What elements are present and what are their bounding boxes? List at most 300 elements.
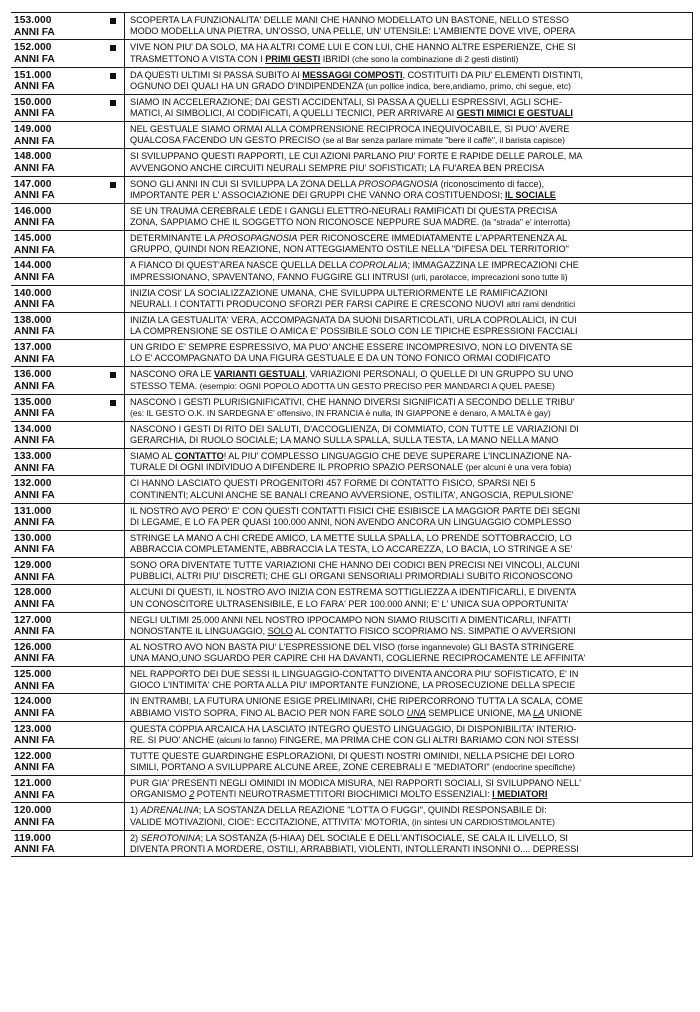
square-bullet-icon [110,182,116,188]
text-segment: PUR GIA' PRESENTI NEGLI OMINIDI IN MODICA MISURA, NEI RAPPORTI SOCIALI, SI SVILUPPANO NELL' [130,778,581,788]
text-segment: QUALCOSA FACENDO UN GESTO PRECISO [130,135,323,146]
text-line [130,653,688,664]
text-line [130,179,688,190]
highlighted-term: VARIANTI GESTUALI [214,369,305,380]
text-segment: SONO GLI ANNI IN CUI SI SVILUPPA LA ZONA DELLA [130,178,359,189]
text-segment: NEL GESTUALE SIAMO ORMAI ALLA COMPRENSIONE RECIPROCA INEQUIVOCABILE, SI PUO' AVERE [130,124,570,134]
text-line [130,435,688,446]
description-cell [124,776,693,802]
text-line [130,642,688,653]
table-row [11,121,693,148]
description-cell [124,95,693,121]
text-line [130,490,688,501]
description-cell [124,204,693,230]
year-label: 121.000 [14,778,52,789]
table-row [11,475,693,502]
table-row [11,721,693,748]
text-segment: CI HANNO LASCIATO QUESTI PROGENITORI 457 FORME DI CONTATTO FISICO, SPARSI NEI 5 [130,478,536,489]
text-segment: ABBIAMO VISTO SOPRA, FINO AL BACIO PER NON FARE SOLO [130,707,407,718]
unit-label: ANNI FA [14,326,55,338]
text-segment: QUESTA COPPIA ARCAICA HA LASCIATO INTEGRO QUESTO LINGUAGGIO, DI DISPONIBILITA' INTERIO- [130,723,577,734]
text-line [130,751,688,762]
text-segment: ZONA, SAPPIAMO CHE IL SOGGETTO NON RICONOSCE NEPPURE SUA MADRE. [130,217,482,228]
text-segment: POTENTI NEUROTRASMETTITORI BIOCHIMICI MOLTO ESSENZIALI: [194,789,493,800]
text-line [130,397,688,408]
table-row [11,339,693,366]
unit-label: ANNI FA [14,544,55,556]
date-cell [11,286,124,312]
unit-label: ANNI FA [14,81,55,92]
highlighted-term: PRIMI GESTI [265,53,321,64]
text-segment: SEMPLICE UNIONE, MA [425,707,534,718]
text-segment: (se al Bar senza parlare mimate "bere il caffè", il barista capisce) [322,135,565,146]
text-line [130,244,688,255]
date-cell [11,585,124,611]
text-segment: SI SVILUPPANO QUESTI RAPPORTI, LE CUI AZIONI PARLANO PIU' FORTE E RAPIDE DELLE PAROLE, MA [130,151,583,162]
unit-label: ANNI FA [14,762,55,774]
text-segment: PROSOPAGNOSIA [217,233,298,243]
date-cell [11,40,124,66]
year-label: 138.000 [14,314,52,326]
text-segment: ORGANISMO [130,789,190,800]
text-line [130,381,688,392]
text-line [130,70,688,81]
text-line [130,326,688,337]
text-line [130,288,688,299]
text-segment: (riconoscimento di facce), [438,178,545,189]
date-cell [11,149,124,175]
text-segment: UN CONOSCITORE ULTRASENSIBILE, E LO FARA' PER 100.000 ANNI; E' L' UNICA SUA OPPORTUNITA' [130,598,569,609]
text-line [130,108,688,119]
date-cell [11,95,124,121]
text-line [130,42,688,53]
text-line [130,217,688,228]
text-segment: LA [533,707,545,718]
description-cell [124,694,693,720]
date-cell [11,749,124,775]
square-bullet-icon [110,73,116,79]
unit-label: ANNI FA [14,353,55,365]
text-line [130,135,688,146]
year-label: 149.000 [14,124,52,135]
highlighted-term: IL SOCIALE [504,189,556,200]
table-row [11,203,693,230]
table-row [11,830,693,857]
description-cell [124,640,693,666]
description-cell [124,722,693,748]
description-cell [124,831,693,856]
text-line [130,708,688,719]
text-segment: MATICI, AI SIMBOLICI, AI CODIFICATI, A QUELLI TECNICI, PER ARRIVARE AI [130,108,457,119]
table-row [11,557,693,584]
year-label: 134.000 [14,423,52,435]
description-cell [124,449,693,475]
text-segment: INIZIA COSI' LA SOCIALIZZAZIONE UMANA, CHE SVILUPPA ULTERIORMENTE LE RAMIFICAZIONI [130,287,548,298]
date-cell [11,422,124,448]
text-segment: LO E' ACCOMPAGNATO DA UNA FIGURA GESTUALE E DA UN TONO FONICO ORMAI CODIFICATO [130,353,551,364]
description-cell [124,258,693,284]
table-row [11,639,693,666]
text-line [130,369,688,380]
text-segment: AL NOSTRO AVO NON BASTA PIU' L'ESPRESSIONE DEL VISO [130,641,398,652]
text-line [130,54,688,65]
description-cell [124,340,693,366]
description-cell [124,504,693,530]
text-segment: SOLO [267,625,293,636]
text-segment: (per alcuni è una vera fobia) [465,462,572,473]
text-line [130,26,688,37]
date-cell [11,722,124,748]
table-row [11,39,693,66]
text-segment: PER RICONOSCERE IMMEDIATAMENTE L'APPARTENENZA AL [297,233,568,243]
text-segment: COPROLALIA [349,260,408,271]
text-segment: AL CONTATTO FISICO SCOPRIAMO NS. SIMPATIE O AVVERSIONI [292,625,576,636]
text-segment: ; IMMAGAZZINA LE IMPRECAZIONI CHE [407,260,579,271]
text-segment: (la "strada" e' interrotta) [481,217,571,228]
date-cell [11,613,124,639]
text-segment: FINGERE, MA PRIMA CHE CON GLI ALTRI BARIAMO CON NOI STESSI [276,734,579,745]
text-line [130,506,688,517]
year-label: 125.000 [14,669,52,680]
text-segment: MODO MODELLA UNA PIETRA, UN'OSSO, UNA PELLE, UN' UTENSILE: L'AMBIENTE DOVE VIVE, OPERA [130,26,576,37]
year-label: 130.000 [14,532,52,544]
text-segment: CONTINENTI; ALCUNI ANCHE SE BANALI CREANO AVVERSIONE, OSTILITA', ANGOSCIA, REPULSIONE' [130,489,574,500]
text-line [130,735,688,746]
text-segment: DA QUESTI ULTIMI SI PASSA SUBITO AI [130,69,303,80]
year-label: 119.000 [14,832,51,844]
text-line [130,462,688,473]
year-label: 144.000 [14,260,52,272]
table-row [11,366,693,393]
table-row [11,503,693,530]
text-line [130,833,688,844]
text-line [130,599,688,610]
table-row [11,448,693,475]
description-cell [124,803,693,829]
year-label: 137.000 [14,342,52,353]
text-line [130,190,688,201]
text-segment: GLI BASTA STRINGERE [470,641,575,652]
unit-label: ANNI FA [14,489,55,501]
text-line [130,517,688,528]
text-line [130,762,688,773]
square-bullet-icon [110,100,116,106]
unit-label: ANNI FA [14,135,55,147]
text-segment: IBRIDI [320,53,353,64]
table-row [11,421,693,448]
year-label: 128.000 [14,587,52,599]
text-segment: ADRENALINA [140,805,199,816]
table-row [11,748,693,775]
text-segment: AVVENGONO ANCHE CIRCUITI NEURALI SEMPRE PIU' SOFISTICATI; LA FU'AREA BEN PRECISA [130,162,545,173]
year-label: 132.000 [14,478,52,490]
text-segment: STRINGE LA MANO A CHI CREDE AMICO, LA METTE SULLA SPALLA, LO PRENDE SOTTOBRACCIO, LO [130,532,572,543]
text-segment: ; LA SOSTANZA DELLA REAZIONE "LOTTA O FUGGI", QUINDI RESPONSABILE DI: [198,805,547,816]
description-cell [124,286,693,312]
date-cell [11,504,124,530]
description-cell [124,122,693,148]
square-bullet-icon [110,400,116,406]
square-bullet-icon [110,372,116,378]
text-segment: NEL RAPPORTO DEI DUE SESSI IL LINGUAGGIO-CONTATTO DIVENTA ANCORA PIU' SOFISTICATO, E' IN [130,669,579,679]
text-line [130,571,688,582]
year-label: 124.000 [14,696,52,708]
text-segment: PUBBLICI, ALTRI PIU' DISCRETI; CHE GLI ORGANI SENSORIALI PRIMORDIALI SUBITO RICONOSCONO [130,571,573,582]
text-line [130,81,688,92]
text-line [130,451,688,462]
text-line [130,587,688,598]
year-label: 153.000 [14,15,52,26]
unit-label: ANNI FA [14,653,55,665]
text-line [130,97,688,108]
text-segment: UNA [406,707,426,718]
text-segment: SE UN TRAUMA CEREBRALE LEDE I GANGLI ELETTRO-NEURALI RAMIFICATI DI QUESTA PRECISA [130,205,558,216]
year-label: 126.000 [14,641,52,653]
text-line [130,15,688,26]
text-segment: , COSTITUITI DA PIU' ELEMENTI DISTINTI, [402,69,584,80]
text-segment: ABBRACCIA COMPLETAMENTE, ABBRACCIA LA TESTA, LO ACCAREZZA, LO BACIA, LO STRINGE A SE' [130,544,573,555]
description-cell [124,40,693,66]
text-line [130,151,688,162]
year-label: 122.000 [14,750,52,762]
text-line [130,680,688,691]
text-segment: NASCONO I GESTI DI RITO DEI SALUTI, D'ACCOGLIENZA, DI COMMIATO, CON TUTTE LE VARIAZIONI DI [130,423,579,434]
table-row [11,257,693,284]
text-line [130,478,688,489]
highlighted-term: MESSAGGI COMPOSTI [302,69,403,80]
unit-label: ANNI FA [14,707,55,719]
date-cell [11,13,124,39]
unit-label: ANNI FA [14,680,55,692]
text-segment: ALCUNI DI QUESTI, IL NOSTRO AVO INIZIA CON ESTREMA SOTTIGLIEZZA A IDENTIFICARLI, E DIVENTA [130,587,577,598]
unit-label: ANNI FA [14,299,55,310]
text-segment: NONOSTANTE IL LINGUAGGIO, [130,625,268,636]
unit-label: ANNI FA [14,271,55,283]
text-segment: IN ENTRAMBI, LA FUTURA UNIONE ESIGE PRELIMINARI, CHE RIPERCORRONO TUTTA LA SCALA, COME [130,696,583,707]
year-label: 151.000 [14,69,52,81]
table-row [11,67,693,94]
unit-label: ANNI FA [14,162,55,174]
text-segment: LA COMPRENSIONE SE OSTILE O AMICA E' POSSIBILE SOLO CON LE TIPICHE ESPRESSIONI FACCIALI [130,326,578,337]
table-row [11,312,693,339]
text-segment: 2) [130,832,141,843]
table-row [11,285,693,312]
year-label: 150.000 [14,96,52,108]
unit-label: ANNI FA [14,844,55,855]
date-cell [11,803,124,829]
description-cell [124,13,693,39]
text-segment: SIAMO AL [130,451,175,461]
table-row [11,176,693,203]
text-segment: , VARIAZIONI PERSONALI, O QUELLE DI UN GRUPPO SU UNO [304,369,574,380]
text-segment: (urli, parolacce, imprecazioni sono tutte li) [411,271,568,282]
highlighted-term: CONTATTO [174,451,224,461]
timeline-table [11,12,693,857]
text-segment: RE. SI PUO' ANCHE [130,734,217,745]
text-segment: DETERMINANTE LA [130,233,218,243]
date-cell [11,531,124,557]
unit-label: ANNI FA [14,735,55,746]
unit-label: ANNI FA [14,598,55,610]
year-label: 136.000 [14,369,52,381]
text-line [130,315,688,326]
unit-label: ANNI FA [14,380,55,392]
text-line [130,299,688,310]
table-row [11,693,693,720]
highlighted-term: I MEDIATORI [492,789,548,800]
text-line [130,408,688,419]
text-segment: NEURALI. I CONTATTI PRODUCONO SFORZI PER FARSI CAPIRE E CRESCONO NUOVI [130,298,507,309]
date-cell [11,558,124,584]
text-segment: TURALE DI OGNI INDIVIDUO A DIFENDERE IL PROPRIO SPAZIO PERSONALE [130,462,466,473]
square-bullet-icon [110,18,116,24]
text-segment: 1) [130,805,141,816]
text-segment: altri rami dendritici [506,298,576,309]
text-segment: NEGLI ULTIMI 25.000 ANNI NEL NOSTRO IPPOCAMPO NON SIAMO RIUSCITI A DIMENTICARLI, INFATTI [130,614,571,625]
text-segment: A FIANCO DI QUEST'AREA NASCE QUELLA DELLA [130,260,350,271]
year-label: 131.000 [14,505,52,517]
text-segment: DIVENTA PRONTI A MORDERE, OSTILI, ARRABBIATI, VIOLENTI, INTOLLERANTI INSONNI O.... DEPRESSI [130,843,579,854]
date-cell [11,177,124,203]
text-segment: (che sono la combinazione di 2 gesti distinti) [352,53,519,64]
unit-label: ANNI FA [14,408,55,419]
text-segment: (esempio: OGNI POPOLO ADOTTA UN GESTO PRECISO PER MANDARCI A QUEL PAESE) [199,380,555,391]
highlighted-term: GESTI MIMICI E GESTUALI [456,108,573,119]
text-line [130,615,688,626]
table-row [11,94,693,121]
year-label: 135.000 [14,396,52,408]
text-line [130,163,688,174]
text-line [130,669,688,680]
text-segment: GIOCO L'INTIMITA' CHE PORTA ALLA PIU' IMPORTANTE FUNZIONE, LA PROSECUZIONE DELLA SPECIE [130,680,576,691]
text-segment: TRASMETTONO A VISTA CON I [130,53,266,64]
text-segment: VALIDE MOTIVAZIONI, CIOE': ECCITAZIONE, ATTIVITA' MOTORIA, [130,816,412,827]
table-row [11,666,693,693]
date-cell [11,231,124,257]
text-segment: (un pollice indica, bere,andiamo, primo, chi segue, etc) [365,80,571,91]
description-cell [124,395,693,421]
date-cell [11,449,124,475]
description-cell [124,422,693,448]
text-line [130,805,688,816]
date-cell [11,313,124,339]
description-cell [124,531,693,557]
text-segment: ! AL PIU' COMPLESSO LINGUAGGIO CHE DEVE SUPERARE L'INCLINAZIONE NA- [223,451,572,461]
unit-label: ANNI FA [14,108,55,120]
text-segment: (forse ingannevole) [397,641,471,652]
description-cell [124,476,693,502]
text-segment: SIMILI, PORTANO A SVILUPPARE ALCUNE AREE, ZONE CEREBRALI E "MEDIATORI" [130,762,493,773]
date-cell [11,476,124,502]
description-cell [124,558,693,584]
description-cell [124,313,693,339]
unit-label: ANNI FA [14,190,55,201]
text-segment: (alcuni lo fanno) [216,734,277,745]
description-cell [124,667,693,693]
year-label: 148.000 [14,151,52,163]
table-row [11,802,693,829]
text-segment: IMPORTANTE PER L' ASSOCIAZIONE DEI GRUPPI CHE VANNO ORA COSTITUENDOSI; [130,189,505,200]
text-segment: OGNUNO DEI QUALI HA UN GRADO D'INDIPENDENZA [130,80,366,91]
table-row [11,775,693,802]
text-segment: 2 [189,789,195,800]
table-row [11,148,693,175]
table-row [11,394,693,421]
date-cell [11,68,124,94]
year-label: 147.000 [14,178,52,190]
text-line [130,696,688,707]
description-cell [124,231,693,257]
unit-label: ANNI FA [14,244,55,256]
text-segment: (es: IL GESTO O.K. IN SARDEGNA E' offensivo, IN FRANCIA è nulla, IN GIAPPONE è denaro, A MALTA è gay) [130,407,551,418]
date-cell [11,395,124,421]
date-cell [11,667,124,693]
text-segment: IL NOSTRO AVO PERO' E' CON QUESTI CONTATTI FISICI CHE ESIBISCE LA MAGGIOR PARTE DEI SEGNI [130,505,581,516]
text-line [130,844,688,855]
text-segment: TUTTE QUESTE GUARDINGHE ESPLORAZIONI, DI QUESTI NOSTRI OMINIDI, NELLA PSICHE DEI LORO [130,750,575,761]
unit-label: ANNI FA [14,435,55,447]
text-segment: STESSO TEMA. [130,380,200,391]
description-cell [124,68,693,94]
text-segment: PROSOPAGNOSIA [358,178,439,189]
year-label: 140.000 [14,287,52,299]
table-row [11,612,693,639]
date-cell [11,122,124,148]
text-segment: INIZIA LA GESTUALITA' VERA, ACCOMPAGNATA DA SUONI DISARTICOLATI, URLA COPROLALICI, IN CUI [130,314,577,325]
text-line [130,424,688,435]
date-cell [11,258,124,284]
year-label: 127.000 [14,614,52,626]
unit-label: ANNI FA [14,462,55,474]
date-cell [11,640,124,666]
unit-label: ANNI FA [14,26,55,38]
table-row [11,530,693,557]
text-line [130,778,688,789]
year-label: 145.000 [14,233,52,244]
unit-label: ANNI FA [14,517,55,528]
text-segment: (in sintesi UN CARDIOSTIMOLANTE) [411,816,555,827]
text-segment: VIVE NON PIU' DA SOLO, MA HA ALTRI COME LUI E CON LUI, CHE HANNO ALTRE ESPERIENZE, CHE SI [130,42,576,53]
text-line [130,817,688,828]
year-label: 146.000 [14,205,52,217]
table-row [11,12,693,39]
date-cell [11,694,124,720]
text-line [130,789,688,800]
text-line [130,124,688,135]
unit-label: ANNI FA [14,789,55,801]
text-line [130,724,688,735]
unit-label: ANNI FA [14,217,55,229]
year-label: 152.000 [14,42,52,54]
text-line [130,233,688,244]
text-line [130,353,688,364]
text-segment: UN GRIDO E' SEMPRE ESPRESSIVO, MA PUO' ANCHE ESSERE INCOMPRESIVO, NON LO DIVENTA SE [130,342,573,352]
date-cell [11,340,124,366]
text-line [130,260,688,271]
text-segment: GERARCHIA, DI RUOLO SOCIALE; LA MANO SULLA SPALLA, SULLA TESTA, LA MANO NELLA MANO [130,435,559,446]
text-segment: SEROTONINA [140,832,201,843]
text-segment: UNIONE [544,707,583,718]
text-segment: NASCONO I GESTI PLURISIGNIFICATIVI, CHE HANNO DIVERSI SIGNIFICATI A SECONDO DELLE TRIBU' [130,396,575,407]
table-row [11,230,693,257]
unit-label: ANNI FA [14,53,55,65]
text-line [130,626,688,637]
text-line [130,342,688,353]
description-cell [124,367,693,393]
description-cell [124,149,693,175]
date-cell [11,204,124,230]
text-line [130,272,688,283]
